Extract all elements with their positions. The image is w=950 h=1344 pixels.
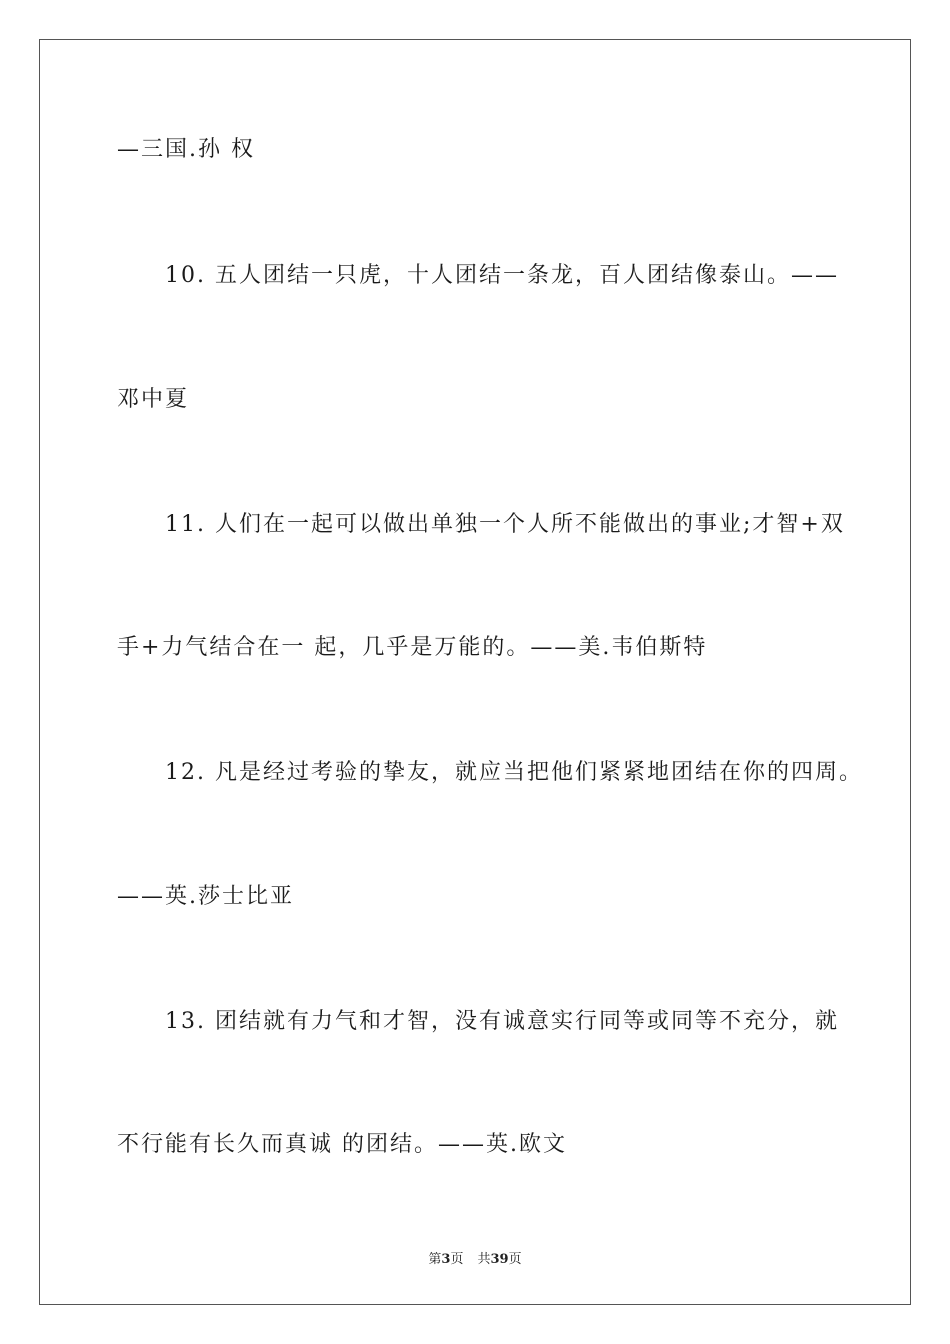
total-pages: 39 (490, 1252, 509, 1267)
quote-line: 12. 凡是经过考验的挚友，就应当把他们紧紧地团结在你的四周。 (165, 760, 863, 785)
total-label-prefix: 共 (477, 1252, 491, 1267)
attribution-line: ——英.莎士比亚 (117, 884, 294, 909)
quote-line: 10. 五人团结一只虎，十人团结一条龙，百人团结像泰山。—— (165, 263, 839, 288)
total-label-suffix: 页 (508, 1252, 522, 1267)
page-footer (0, 1248, 950, 1267)
attribution-line: —三国.孙 权 (117, 137, 255, 162)
page-frame (39, 39, 911, 1305)
quote-line: 不行能有长久而真诚 的团结。——英.欧文 (117, 1132, 567, 1157)
quote-line: 13. 团结就有力气和才智，没有诚意实行同等或同等不充分，就 (165, 1009, 839, 1034)
quote-line: 11. 人们在一起可以做出单独一个人所不能做出的事业;才智+双 (165, 512, 845, 537)
page-label-prefix: 第 (428, 1252, 442, 1267)
page-number: 3 (441, 1252, 451, 1267)
attribution-line: 邓中夏 (117, 387, 190, 412)
page-label-suffix: 页 (450, 1252, 464, 1267)
quote-line: 手+力气结合在一 起，几乎是万能的。——美.韦伯斯特 (117, 635, 708, 660)
